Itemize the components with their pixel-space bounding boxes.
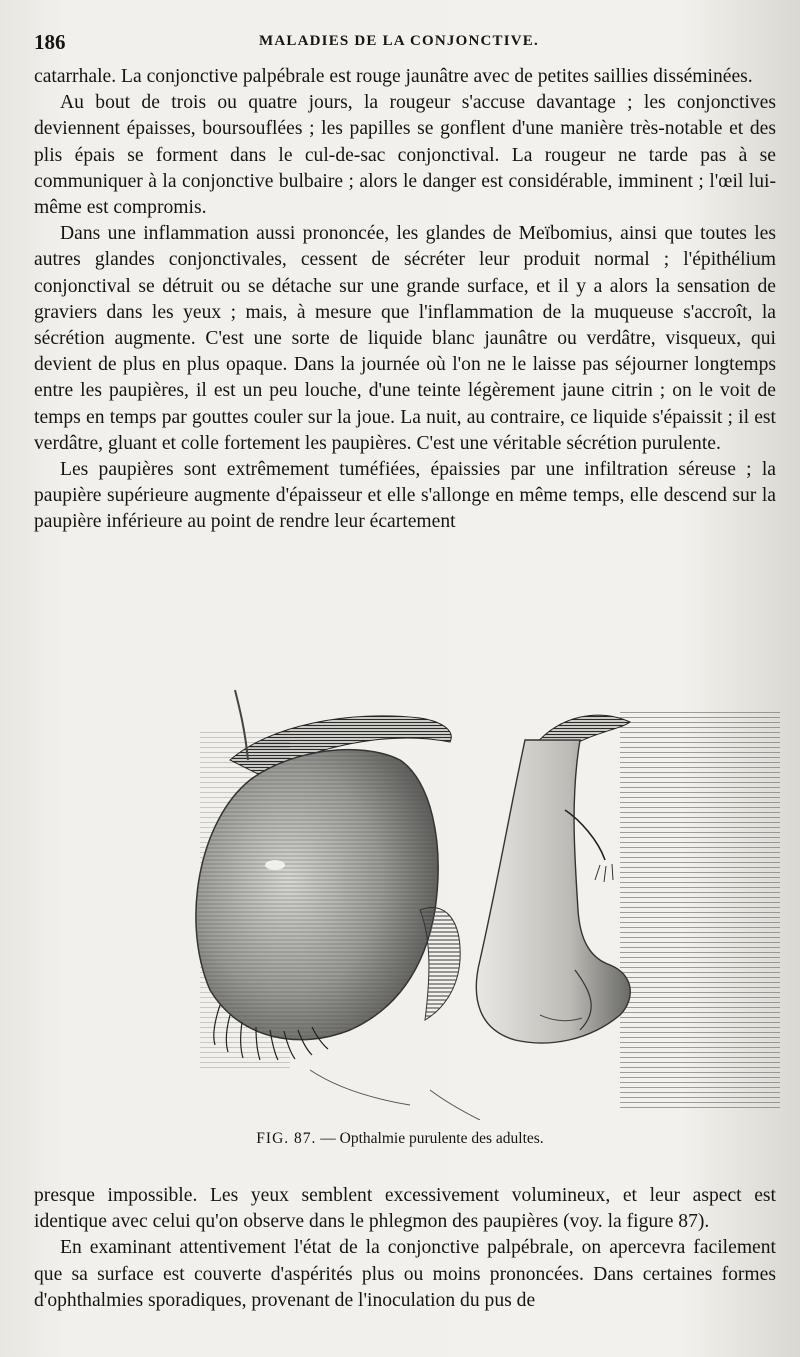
- figure-label: FIG. 87.: [256, 1130, 317, 1147]
- figure-caption-text: — Opthalmie purulente des adultes.: [320, 1130, 544, 1147]
- paragraph: En examinant attentivement l'état de la conjonctive palpébrale, on apercevra facilement que sa surface est couverte d'aspérités plus ou moins prononcées. Dans certaines formes d'ophthalmies sporadiques, provenant de l'inoculation du pus de: [34, 1237, 776, 1311]
- paragraph: Dans une inflammation aussi prononcée, les glandes de Meïbomius, ainsi que toutes les autres glandes conjonctivales, cessent de sécréter leur produit normal ; l'épithélium conjonctival se détruit ou se détache sur une grande surface, et il y a alors la sensation de graviers dans les yeux ; mais, à mesure que l'inflammation de la muqueuse s'accroît, la sécrétion augmente. C'est une sorte de liquide blanc jaunâtre ou verdâtre, visqueux, qui devient de plus en plus opaque. Dans la journée où l'on ne le laisse pas séjourner longtemps entre les paupières, il est un peu louche, d'une teinte légèrement jaune citrin ; on le voit de temps en temps par gouttes couler sur la joue. La nuit, au contraire, ce liquide s'épaissit ; il est verdâtre, gluant et colle fortement les paupières. C'est une véritable sécrétion purulente.: [34, 223, 776, 454]
- figure-caption: [0, 1130, 800, 1148]
- paragraph: presque impossible. Les yeux semblent excessivement volumineux, et leur aspect est identique avec celui qu'on observe dans le phlegmon des paupières (voy. la figure 87).: [34, 1185, 776, 1233]
- body-text-top: [34, 64, 776, 536]
- running-title: MALADIES DE LA CONJONCTIVE.: [259, 33, 539, 49]
- paragraph: catarrhale. La conjonctive palpébrale est rouge jaunâtre avec de petites saillies disséminées.: [34, 66, 753, 87]
- body-text-bottom: [34, 1183, 776, 1314]
- engraving-illustration: [180, 670, 780, 1120]
- page-number: 186: [34, 30, 66, 54]
- paragraph: Les paupières sont extrêmement tuméfiées, épaissies par une infiltration séreuse ; la paupière supérieure augmente d'épaisseur et elle s'allonge en même temps, elle descend sur la paupière inférieure au point de rendre leur écartement: [34, 459, 776, 533]
- page-header: [34, 30, 770, 58]
- paragraph: Au bout de trois ou quatre jours, la rougeur s'accuse davantage ; les conjonctives deviennent épaisses, boursouflées ; les papilles se gonflent d'une manière très-notable et des plis épais se forment dans le cul-de-sac conjonctival. La rougeur ne tarde pas à se communiquer à la conjonctive bulbaire ; alors le danger est considérable, imminent ; l'œil lui-même est compromis.: [34, 92, 776, 219]
